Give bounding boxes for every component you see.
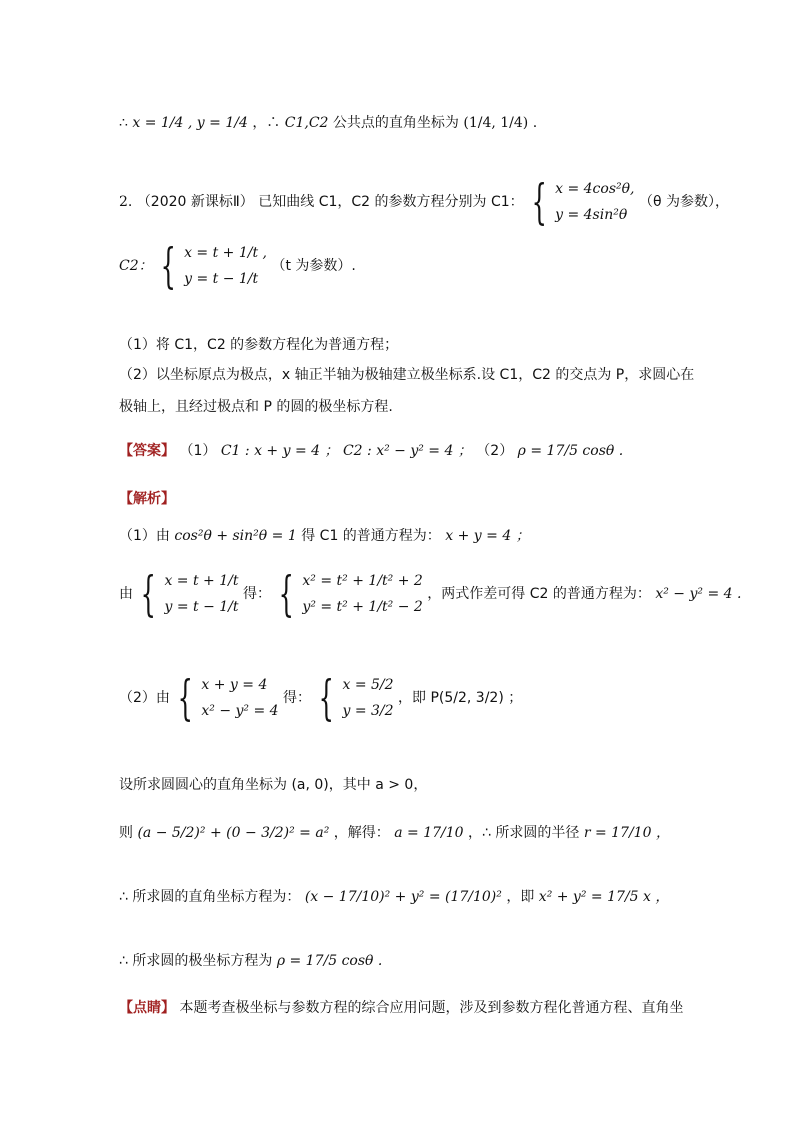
question-2-stem: 2. （2020 新课标Ⅱ） 已知曲线 C1，C2 的参数方程分别为 C1： { x = 4cos²θ, y = 4sin²θ （θ 为参数），	[119, 174, 729, 230]
therefore-symbol: ∴	[119, 115, 128, 131]
analysis-step-3: （2）由 { x + y = 4 x² − y² = 4 得： { x = 5/2 y = 3/2 ，即 P(5/2, 3/2) ；	[119, 670, 523, 726]
comment-line: 【点睛】 本题考查极坐标与参数方程的综合应用问题，涉及到参数方程化普通方程、直角坐	[119, 1000, 684, 1016]
question-source: （2020 新课标Ⅱ）	[136, 194, 254, 210]
analysis-step-7: ∴ 所求圆的极坐标方程为 ρ = 17/5 cosθ .	[119, 953, 383, 969]
line-conclusion-1: ∴ x = 1/4 , y = 1/4 ，∴ C1,C2 公共点的直角坐标为 (1/4, 1/4) .	[119, 115, 538, 131]
analysis-tag: 【解析】	[119, 491, 175, 507]
comment-tag: 【点睛】	[119, 1000, 175, 1016]
part-2-line-b: 极轴上，且经过极点和 P 的圆的极坐标方程.	[119, 399, 393, 415]
intersection-point: (1/4, 1/4)	[463, 115, 529, 131]
answer-tag: 【答案】	[119, 443, 175, 459]
part-1: （1）将 C1，C2 的参数方程化为普通方程；	[119, 337, 399, 353]
analysis-step-2: 由 { x = t + 1/t y = t − 1/t 得： { x² = t² + 1/t² + 2 y² = t² + 1/t² − 2 ，两式作差可得 C2 的普通方程为： x² − y² = 4 .	[119, 566, 742, 622]
c2-definition: C2： { x = t + 1/t , y = t − 1/t （t 为参数）.	[119, 238, 356, 294]
analysis-step-5: 则 (a − 5/2)² + (0 − 3/2)² = a² ，解得： a = 17/10 ，∴ 所求圆的半径 r = 17/10 ，	[119, 825, 670, 841]
answer-line: 【答案】 （1） C1 : x + y = 4 ； C2 : x² − y² = 4 ； （2） ρ = 17/5 cosθ .	[119, 443, 624, 459]
part-2-line-a: （2）以坐标原点为极点，x 轴正半轴为极轴建立极坐标系.设 C1，C2 的交点为 P，求圆心在	[119, 367, 695, 383]
analysis-step-6: ∴ 所求圆的直角坐标方程为： (x − 17/10)² + y² = (17/10)² ，即 x² + y² = 17/5 x ，	[119, 889, 670, 905]
analysis-step-1: （1）由 cos²θ + sin²θ = 1 得 C1 的普通方程为： x + y = 4 ；	[119, 528, 530, 544]
c2-param-system: x = t + 1/t , y = t − 1/t	[184, 245, 268, 287]
c1-param-system: x = 4cos²θ, y = 4sin²θ	[555, 181, 635, 223]
question-number: 2.	[119, 194, 133, 210]
xy-values: x = 1/4 , y = 1/4	[132, 115, 248, 131]
analysis-step-4: 设所求圆圆心的直角坐标为 (a, 0)，其中 a > 0，	[119, 777, 428, 793]
